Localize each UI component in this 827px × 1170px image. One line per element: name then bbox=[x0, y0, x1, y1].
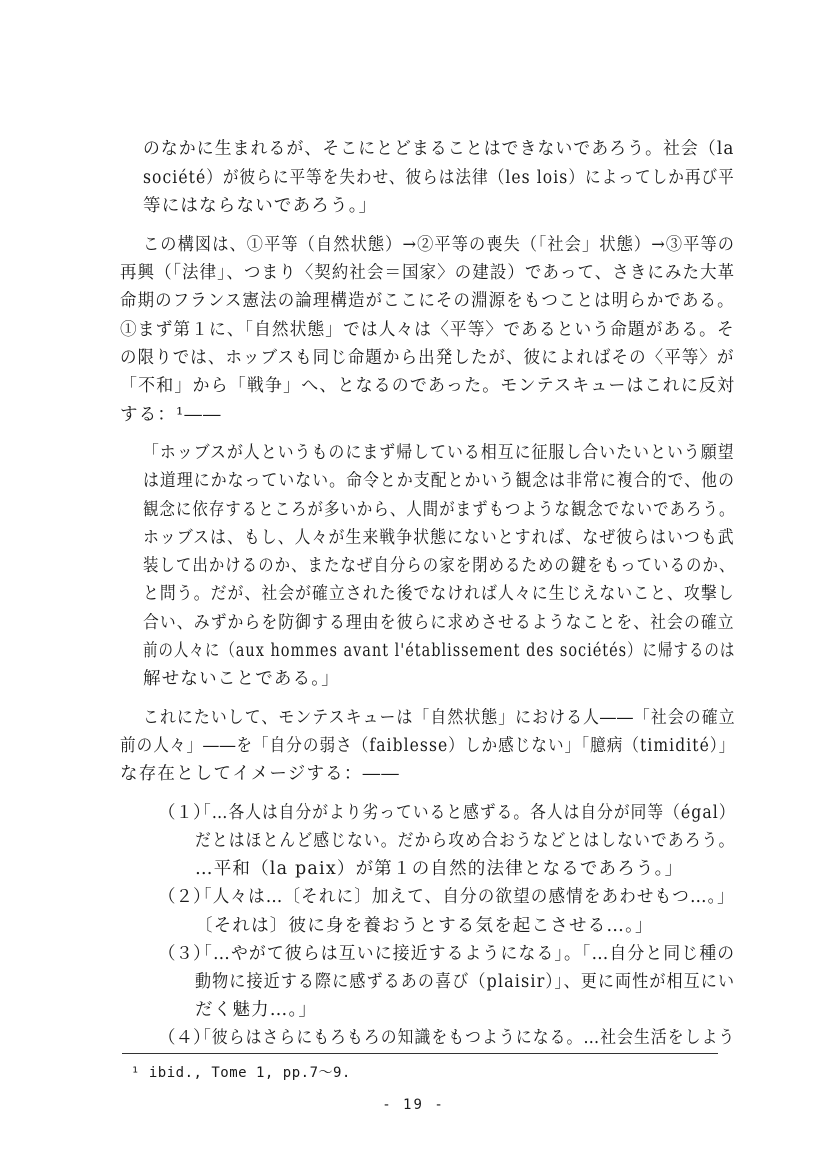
text-line: な存在としてイメージする：―― bbox=[120, 764, 400, 784]
item-number: （１） bbox=[158, 803, 211, 823]
quote-line: と問う。だが、社会が確立された後でなければ人々に生じえないこと、攻撃し bbox=[143, 584, 735, 604]
item-line: 「…各人は自分がより劣っていると感ずる。各人は自分が同等（égal） bbox=[195, 803, 736, 823]
item-number: （４） bbox=[158, 1028, 211, 1048]
text-line: これにたいして、モンテスキューは「自然状態」における人――「社会の確立 bbox=[143, 708, 736, 728]
text-line: 「不和」から「戦争」へ、となるのであった。モンテスキューはこれに反対 bbox=[120, 376, 736, 396]
text-line: 再興（「法律」、つまり〈契約社会＝国家〉の建設）であって、さきにみた大革 bbox=[120, 263, 736, 283]
quote-line: ホッブスは、もし、人々が生来戦争状態にないとすれば、なぜ彼らはいつも武 bbox=[143, 528, 735, 548]
text-line: 前の人々」――を「自分の弱さ（faiblesse）しか感じない」「臆病（timidité）」 bbox=[120, 736, 736, 756]
text-line: する：¹―― bbox=[120, 405, 222, 425]
footnote: ¹ ibid., Tome 1, pp.7～9. bbox=[131, 1065, 351, 1081]
quote-line: 前の人々に（aux hommes avant l'établissement des sociétés）に帰するのは bbox=[143, 641, 736, 661]
item-number: （２） bbox=[158, 887, 211, 907]
text-line: のなかに生まれるが、そこにとどまることはできないであろう。社会（la bbox=[143, 139, 735, 159]
text-line: の限りでは、ホッブスも同じ命題から出発したが、彼によればその〈平等〉が bbox=[120, 348, 735, 368]
text-line: ①まず第１に、「自然状態」では人々は〈平等〉であるという命題がある。そ bbox=[120, 320, 735, 340]
quote-line: 合い、みずからを防御する理由を彼らに求めさせるようなことを、社会の確立 bbox=[143, 613, 735, 633]
item-line: 「…やがて彼らは互いに接近するようになる」。「…自分と同じ種の bbox=[195, 944, 736, 964]
page-number: - 19 - bbox=[382, 1097, 445, 1113]
item-line: 「人々は…〔それに〕加えて、自分の欲望の感情をあわせもつ…。」 bbox=[195, 887, 735, 907]
item-line: …平和（la paix）が第１の自然的法律となるであろう。」 bbox=[195, 859, 684, 879]
text-line: 等にはならないであろう。」 bbox=[143, 196, 378, 216]
item-line: 動物に接近する際に感ずるあの喜び（plaisir）」、更に両性が相互にい bbox=[195, 972, 736, 992]
quote-line: 観念に依存するところが多いから、人間がまずもつような観念でないであろう。 bbox=[143, 500, 736, 520]
text-line: 命期のフランス憲法の論理構造がここにその淵源をもつことは明らかである。 bbox=[120, 291, 735, 311]
text-line: この構図は、①平等（自然状態）→②平等の喪失（「社会」状態）→③平等の bbox=[143, 235, 736, 255]
footnote-rule bbox=[122, 1053, 718, 1054]
item-line: だとはほとんど感じない。だから攻め合おうなどとはしないであろう。 bbox=[195, 831, 736, 851]
quote-line: 「ホッブスが人というものにまず帰している相互に征服し合いたいという願望 bbox=[143, 443, 735, 463]
quote-line: 装して出かけるのか、またなぜ自分らの家を閉めるための鍵をもっているのか、 bbox=[143, 556, 736, 576]
item-number: （３） bbox=[158, 944, 211, 964]
item-line: 「彼らはさらにもろもろの知識をもつようになる。…社会生活をしよう bbox=[195, 1028, 736, 1048]
quote-line: 解せないことである。」 bbox=[143, 669, 340, 689]
item-line: 〔それは〕彼に身を養おうとする気を起こさせる…。」 bbox=[195, 916, 654, 936]
item-line: だく魅力…。」 bbox=[195, 1000, 318, 1020]
text-line: société）が彼らに平等を失わせ、彼らは法律（les lois）によってしか再び平 bbox=[143, 168, 735, 188]
quote-line: は道理にかなっていない。命令とか支配とかいう観念は非常に複合的で、他の bbox=[143, 471, 736, 491]
